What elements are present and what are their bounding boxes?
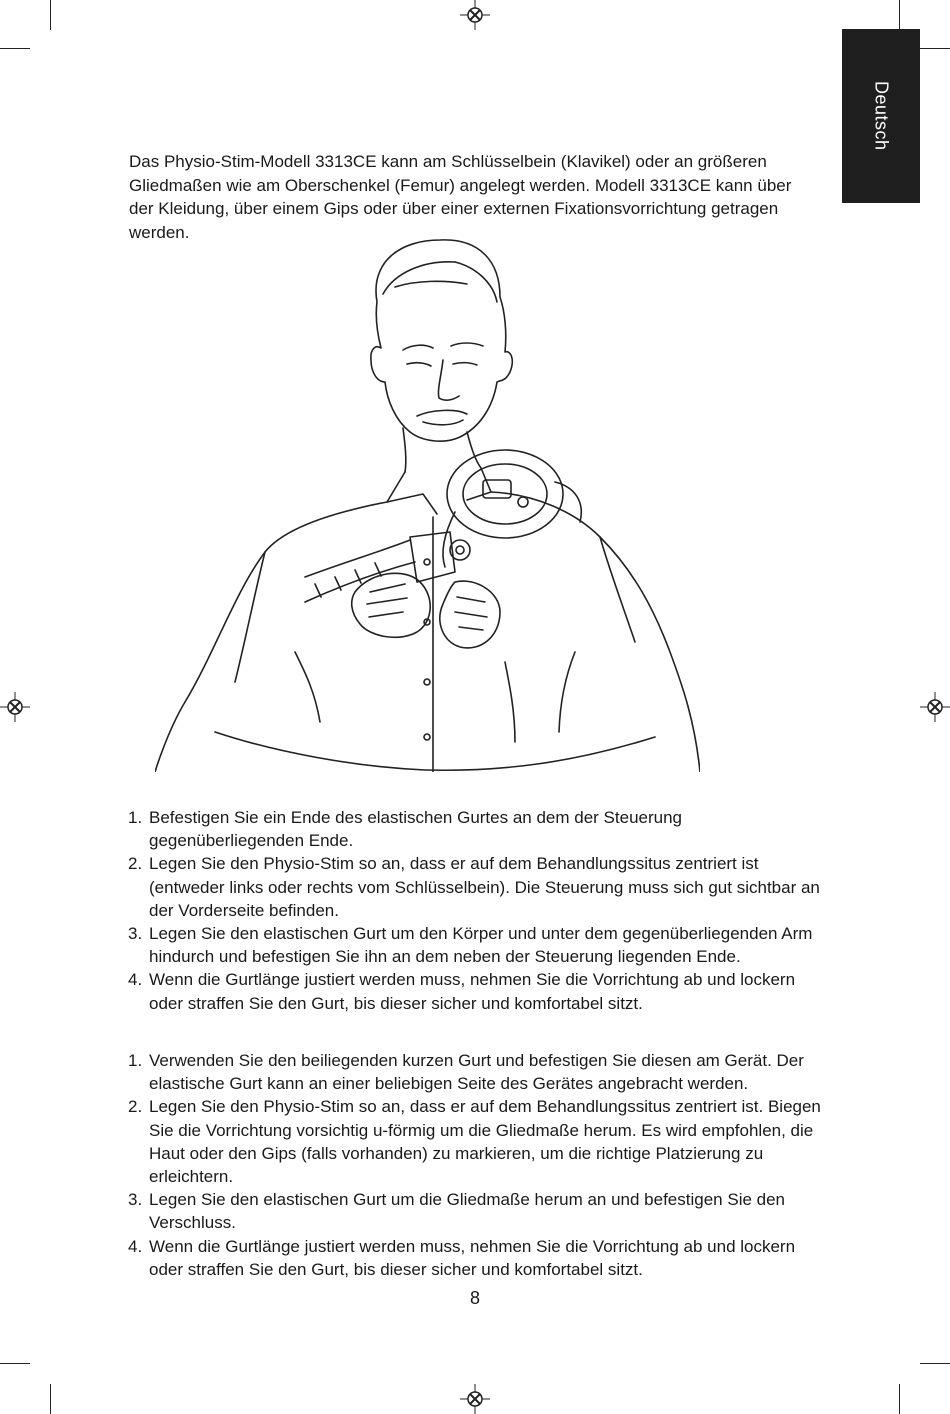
limb-steps-list	[128, 1049, 828, 1281]
page-number: 8	[469, 1288, 480, 1308]
list-item: 1. Verwenden Sie den beiliegenden kurzen Gurt und befestigen Sie diesen am Gerät. Der elastische Gurt kann an einer beliebigen Seite des Gerätes angebracht werden.	[128, 1051, 804, 1094]
registration-mark-icon	[920, 692, 950, 722]
crop-mark	[50, 0, 51, 30]
list-item: 4. Wenn die Gurtlänge justiert werden muss, nehmen Sie die Vorrichtung ab und lockern oder straffen Sie den Gurt, bis dieser sicher und komfortabel sitzt.	[128, 1236, 796, 1279]
crop-mark	[899, 1384, 900, 1414]
crop-mark	[0, 1363, 30, 1364]
list-item: 1. Befestigen Sie ein Ende des elastischen Gurtes an dem der Steuerung gegenüberliegenden Ende.	[128, 808, 683, 851]
language-tab-label: Deutsch	[871, 81, 892, 151]
crop-mark	[920, 48, 950, 49]
list-item: 3. Legen Sie den elastischen Gurt um den Körper und unter dem gegenüberliegenden Arm hindurch und befestigen Sie ihn an dem neben der Steuerung liegenden Ende.	[128, 924, 813, 967]
registration-mark-icon	[460, 0, 490, 30]
crop-mark	[899, 0, 900, 30]
language-tab	[842, 29, 920, 203]
list-item: 3. Legen Sie den elastischen Gurt um die Gliedmaße herum an und befestigen Sie den Verschluss.	[128, 1190, 786, 1233]
clavicle-steps-list	[128, 806, 828, 1015]
illustration-man-wearing-device	[155, 232, 700, 772]
registration-mark-icon	[460, 1384, 490, 1414]
intro-paragraph: Das Physio-Stim-Modell 3313CE kann am Schlüsselbein (Klavikel) oder an größeren Gliedmaßen wie am Oberschenkel (Femur) angelegt werden. Modell 3313CE kann über der Kleidung, über einem Gips oder über einer externen Fixationsvorrichtung getragen werden.	[129, 152, 792, 242]
registration-mark-icon	[0, 692, 30, 722]
list-item: 4. Wenn die Gurtlänge justiert werden muss, nehmen Sie die Vorrichtung ab und lockern oder straffen Sie den Gurt, bis dieser sicher und komfortabel sitzt.	[128, 970, 796, 1013]
list-item: 2. Legen Sie den Physio-Stim so an, dass er auf dem Behandlungssitus zentriert ist. Biegen Sie die Vorrichtung vorsichtig u-förmig um die Gliedmaße herum. Es wird empfohlen, die Haut oder den Gips (falls vorhanden) zu markieren, um die richtige Platzierung zu erleichtern.	[128, 1097, 821, 1187]
crop-mark	[50, 1384, 51, 1414]
list-item: 2. Legen Sie den Physio-Stim so an, dass er auf dem Behandlungssitus zentriert ist (entweder links oder rechts vom Schlüsselbein). Die Steuerung muss sich gut sichtbar an der Vorderseite befinden.	[128, 854, 820, 920]
crop-mark	[0, 48, 30, 49]
crop-mark	[920, 1363, 950, 1364]
